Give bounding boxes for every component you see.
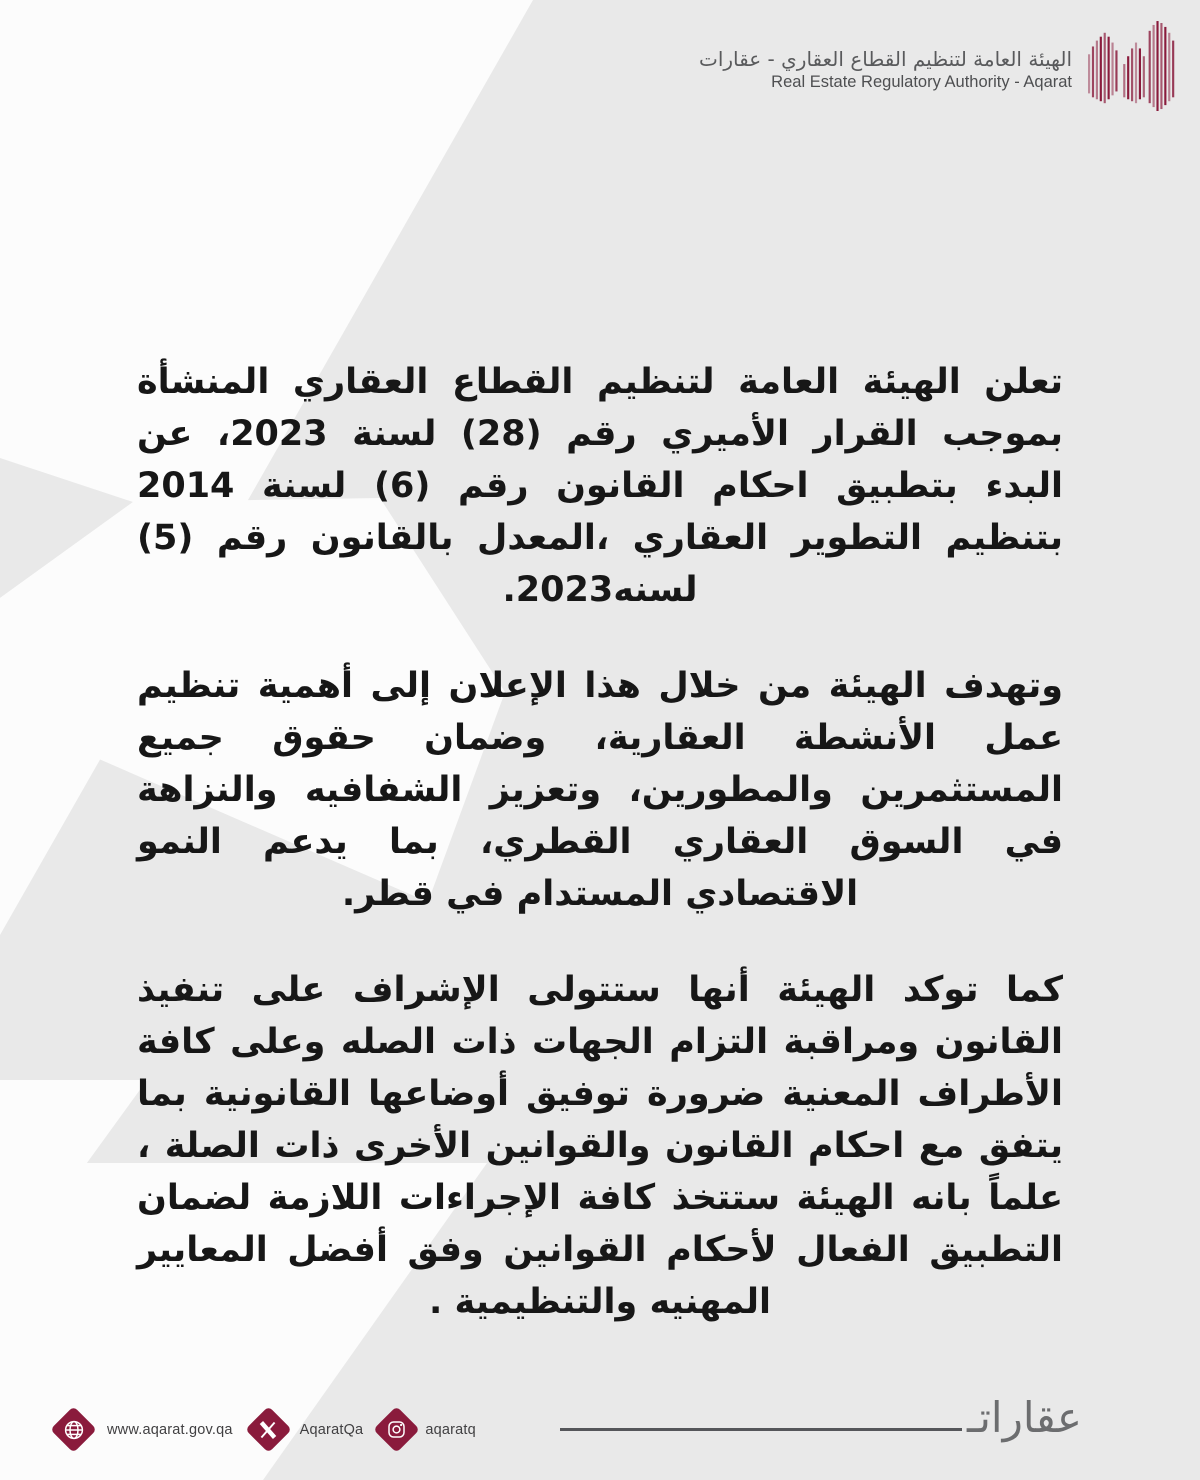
authority-name-english: Real Estate Regulatory Authority - Aqarat — [771, 73, 1072, 91]
aqarat-wordmark: عقاراتـ — [966, 1393, 1082, 1442]
x-handle[interactable]: AqaratQa — [299, 1421, 364, 1438]
instagram-icon — [386, 1419, 407, 1440]
announcement-body — [137, 356, 1063, 1372]
aqarat-logo-icon — [1088, 20, 1176, 114]
social-links-row — [50, 1406, 476, 1453]
x-icon — [258, 1420, 278, 1440]
website-link[interactable] — [50, 1406, 97, 1453]
authority-name-arabic: الهيئة العامة لتنظيم القطاع العقاري - عقارات — [699, 47, 1072, 71]
paragraph-law-application: تعلن الهيئة العامة لتنظيم القطاع العقاري المنشأة بموجب القرار الأميري رقم (28) لسنة 2023، عن البدء بتطبيق احكام القانون رقم (6) لسنة 2014 بتنظيم التطوير العقاري ،المعدل بالقانون رقم (5) لسنه2023. — [137, 362, 1063, 610]
globe-icon — [63, 1419, 85, 1441]
instagram-profile-link[interactable] — [373, 1406, 420, 1453]
paragraph-supervision-enforcement: كما توكد الهيئة أنها ستتولى الإشراف على تنفيذ القانون ومراقبة التزام الجهات ذات الصله وعلى كافة الأطراف المعنية ضرورة توفيق أوضاعها القانونية بما يتفق مع احكام القانون والقوانين الأخرى ذات الصلة ، علماً بانه الهيئة ستتخذ كافة الإجراءات اللازمة لضمان التطبيق الفعال لأحكام القوانين وفق أفضل المعايير المهنيه والتنظيمية . — [137, 970, 1063, 1322]
instagram-handle[interactable]: aqaratq — [425, 1421, 476, 1438]
website-url[interactable]: www.aqarat.gov.qa — [107, 1421, 233, 1438]
header — [699, 20, 1176, 114]
x-profile-link[interactable] — [245, 1406, 292, 1453]
header-titles — [699, 46, 1072, 93]
paragraph-announcement-goals: وتهدف الهيئة من خلال هذا الإعلان إلى أهمية تنظيم عمل الأنشطة العقارية، وضمان حقوق جميع المستثمرين والمطورين، وتعزيز الشفافيه والنزاهة في السوق العقاري القطري، بما يدعم النمو الاقتصادي المستدام في قطر. — [137, 666, 1063, 914]
footer-divider-line — [560, 1428, 962, 1431]
